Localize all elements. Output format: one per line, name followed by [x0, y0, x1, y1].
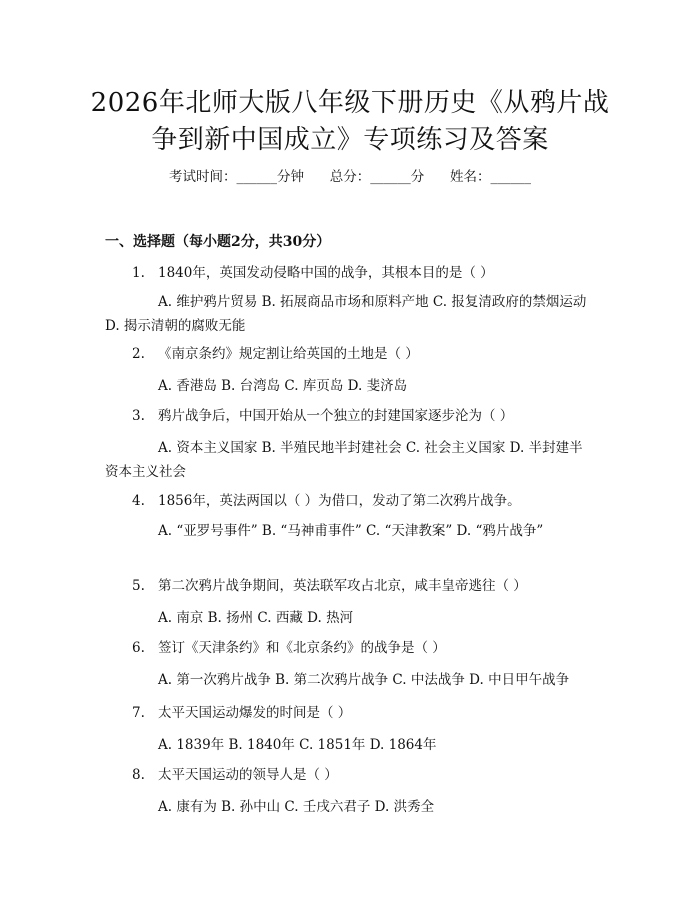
question-5: [132, 575, 527, 597]
question-4-options: A. “亚罗号事件” B. “马神甫事件” C. “天津教案” D. “鸦片战争”: [158, 523, 544, 539]
question-text: 1856年，英法两国以（ ）为借口，发动了第二次鸦片战争。: [158, 493, 521, 509]
question-text: 第二次鸦片战争期间，英法联军攻占北京，咸丰皇帝逃往（ ）: [158, 578, 527, 594]
question-number: 4.: [132, 493, 145, 509]
question-number: 7.: [132, 705, 145, 721]
question-4: [132, 490, 521, 512]
question-8: [132, 764, 338, 786]
question-1-options: A. 维护鸦片贸易 B. 拓展商品市场和原料产地 C. 报复清政府的禁烟运动 D. 揭示清朝的腐败无能: [105, 294, 587, 334]
question-6: [132, 637, 446, 659]
exam-info-line: 考试时间：______分钟 总分：______分 姓名：______: [169, 169, 531, 185]
question-6-options: A. 第一次鸦片战争 B. 第二次鸦片战争 C. 中法战争 D. 中日甲午战争: [158, 672, 570, 688]
question-number: 3.: [132, 408, 145, 424]
question-1: [132, 262, 494, 284]
question-7: [132, 702, 351, 724]
document-title-line-2: 争到新中国成立》专项练习及答案: [151, 125, 549, 155]
question-text: 鸦片战争后，中国开始从一个独立的封建国家逐步沦为（ ）: [158, 408, 514, 424]
question-7-options: A. 1839年 B. 1840年 C. 1851年 D. 1864年: [158, 737, 437, 753]
question-number: 1.: [132, 265, 145, 281]
question-number: 5.: [132, 578, 145, 594]
question-3-options: A. 资本主义国家 B. 半殖民地半封建社会 C. 社会主义国家 D. 半封建半资本主义社会: [105, 440, 583, 480]
question-number: 6.: [132, 640, 145, 656]
question-text: 签订《天津条约》和《北京条约》的战争是（ ）: [158, 640, 446, 656]
section-heading: 一、选择题（每小题2分，共30分）: [105, 234, 331, 250]
document-title-line-1: 2026年北师大版八年级下册历史《从鸦片战: [90, 88, 610, 118]
question-number: 8.: [132, 767, 145, 783]
question-5-options: A. 南京 B. 扬州 C. 西藏 D. 热河: [158, 610, 354, 626]
question-3: [132, 405, 513, 427]
question-text: 太平天国运动爆发的时间是（ ）: [158, 705, 352, 721]
question-2: [132, 343, 419, 365]
question-number: 2.: [132, 346, 145, 362]
question-2-options: A. 香港岛 B. 台湾岛 C. 库页岛 D. 斐济岛: [158, 378, 408, 394]
question-text: 《南京条约》规定割让给英国的土地是（ ）: [158, 346, 419, 362]
question-text: 1840年，英国发动侵略中国的战争，其根本目的是（ ）: [158, 265, 494, 281]
question-text: 太平天国运动的领导人是（ ）: [158, 767, 338, 783]
question-8-options: A. 康有为 B. 孙中山 C. 壬戌六君子 D. 洪秀全: [158, 799, 435, 815]
